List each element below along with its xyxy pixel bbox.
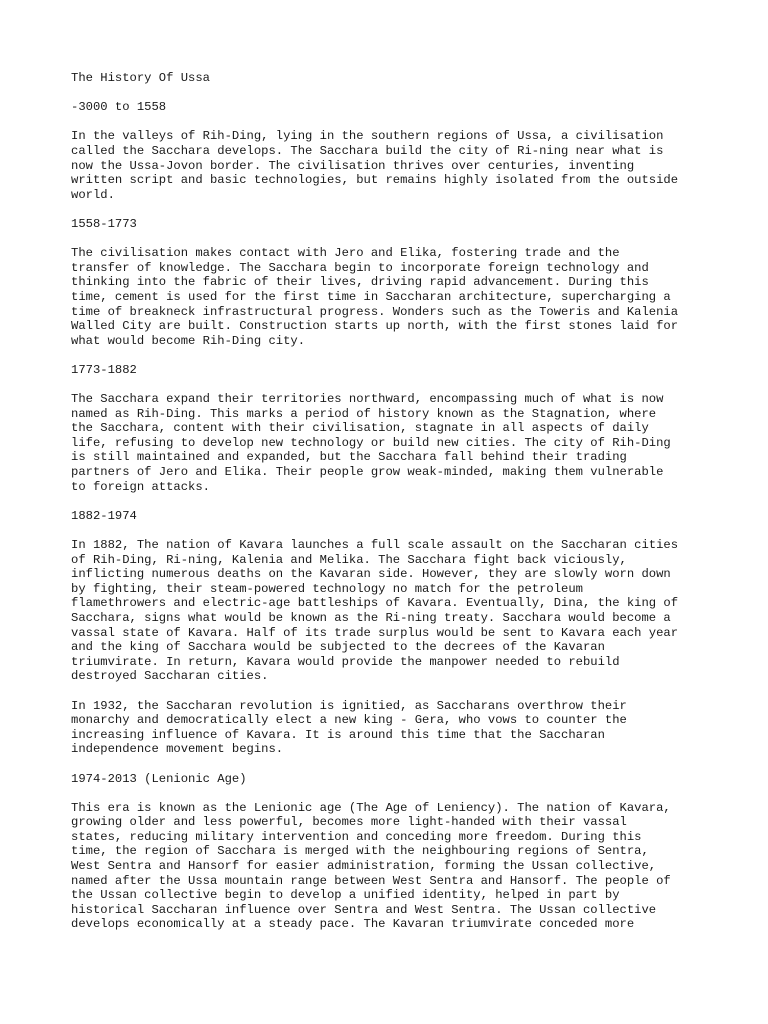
section-paragraph: This era is known as the Lenionic age (The Age of Leniency). The nation of Kavara, growing older and less powerful, becomes more light-handed with their vassal states, reducing military intervention and conceding more freedom. During this time, the region of Sacchara is merged with the neighbouring regions of Sentra, West Sentra and Hansorf for easier administration, forming the Ussan collective, named after the Ussa mountain range between West Sentra and Hansorf. The people of the Ussan collective begin to develop a unified identity, helped in part by historical Saccharan influence over Sentra and West Sentra. The Ussan collective develops economically at a steady pace. The Kavaran triumvirate conceded more [71,800,671,932]
section-heading: -3000 to 1558 [71,100,167,115]
section-paragraph: In 1882, The nation of Kavara launches a full scale assault on the Saccharan cities of Rih-Ding, Ri-ning, Kalenia and Melika. The Sacchara fight back viciously, inflicting numerous deaths on the Kavaran side. However, they are slowly worn down by fighting, their steam-powered technology no match for the petroleum flamethrowers and electric-age battleships of Kavara. Eventually, Dina, the king of Sacchara, signs what would be known as the Ri-ning treaty. Sacchara would become a vassal state of Kavara. Half of its trade surplus would be sent to Kavara each year and the king of Sacchara would be subjected to the decrees of the Kavaran triumvirate. In return, Kavara would provide the manpower needed to rebuild destroyed Saccharan cities. [71,538,679,684]
section-paragraph: The civilisation makes contact with Jero and Elika, fostering trade and the transfer of knowledge. The Sacchara begin to incorporate foreign technology and thinking into the fabric of their lives, driving rapid advancement. During this time, cement is used for the first time in Saccharan architecture, supercharging a time of breakneck infrastructural progress. Wonders such as the Toweris and Kalenia Walled City are built. Construction starts up north, with the first stones laid for what would become Rih-Ding city. [71,246,679,348]
section-paragraph: In 1932, the Saccharan revolution is ignitied, as Saccharans overthrow their monarchy and democratically elect a new king - Gera, who vows to counter the increasing influence of Kavara. It is around this time that the Saccharan independence movement begins. [71,698,627,757]
section-heading: 1882-1974 [71,508,137,523]
section-paragraph: In the valleys of Rih-Ding, lying in the southern regions of Ussa, a civilisation called the Sacchara develops. The Sacchara build the city of Ri-ning near what is now the Ussa-Jovon border. The civilisation thrives over centuries, inventing written script and basic technologies, but remains highly isolated from the outside world. [71,129,679,202]
section-heading: 1558-1773 [71,216,137,231]
section-heading: 1773-1882 [71,362,137,377]
section-heading: 1974-2013 (Lenionic Age) [71,771,247,786]
document-page [71,71,711,947]
section-paragraph: The Sacchara expand their territories northward, encompassing much of what is now named as Rih-Ding. This marks a period of history known as the Stagnation, where the Sacchara, content with their civilisation, stagnate in all aspects of daily life, refusing to develop new technology or build new cities. The city of Rih-Ding is still maintained and expanded, but the Sacchara fall behind their trading partners of Jero and Elika. Their people grow weak-minded, making them vulnerable to foreign attacks. [71,392,671,494]
document-title: The History Of Ussa [71,71,210,85]
